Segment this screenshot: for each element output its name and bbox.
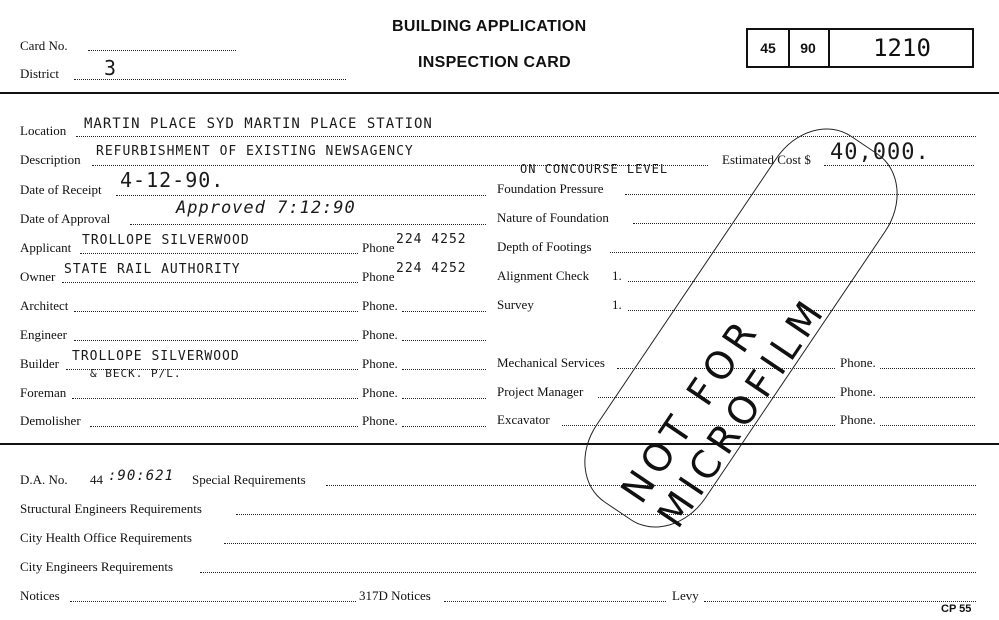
mechanical-phone-label: Phone. [840,355,876,370]
owner-dots [62,282,358,283]
district-label: District [20,66,59,81]
excavator-label: Excavator [497,412,550,427]
applicant-value: TROLLOPE SILVERWOOD [82,233,250,248]
foreman-phone-label: Phone. [362,385,398,400]
demolisher-phone-label: Phone. [362,413,398,428]
applicant-dots [80,253,358,254]
ref-cell-3: 1210 [873,34,931,62]
demolisher-dots [90,426,358,427]
foreman-label: Foreman [20,385,67,400]
date-of-approval-dots [130,224,486,225]
survey-num: 1. [612,297,622,312]
date-of-approval-label: Date of Approval [20,211,111,226]
alignment-check-num: 1. [612,268,622,283]
title-line-2: INSPECTION CARD [418,54,571,71]
health-label: City Health Office Requirements [20,530,192,545]
project-manager-phone-label: Phone. [840,384,876,399]
engineer-label: Engineer [20,327,67,342]
notices-317d-dots [444,601,666,602]
special-requirements-label: Special Requirements [192,472,306,487]
builder-phone-dots [402,369,486,370]
location-label: Location [20,123,67,138]
mechanical-phone-dots [880,368,975,369]
notices-label: Notices [20,588,60,603]
da-no-label: D.A. No. [20,472,68,487]
project-manager-phone-dots [880,397,975,398]
date-of-receipt-dots [116,195,486,196]
owner-phone-value: 224 4252 [396,261,467,276]
top-rule [0,92,999,94]
da-no-value: :90:621 [108,468,175,484]
foundation-pressure-label: Foundation Pressure [497,181,604,196]
date-of-receipt-label: Date of Receipt [20,182,102,197]
architect-label: Architect [20,298,69,313]
applicant-phone-value: 224 4252 [396,232,467,247]
date-of-receipt-value: 4-12-90. [120,168,225,192]
excavator-phone-label: Phone. [840,412,876,427]
da-no-prefix: 44 [90,472,103,487]
alignment-check-label: Alignment Check [497,268,590,283]
architect-dots [74,311,358,312]
ref-cell-1: 45 [748,30,790,66]
engineer-phone-dots [402,340,486,341]
notices-317d-label: 317D Notices [359,588,431,603]
project-manager-label: Project Manager [497,384,584,399]
demolisher-phone-dots [402,426,486,427]
card-no-label: Card No. [20,38,68,53]
applicant-label: Applicant [20,240,72,255]
architect-phone-label: Phone. [362,298,398,313]
engineer-dots [74,340,358,341]
levy-dots [704,601,976,602]
architect-phone-dots [402,311,486,312]
foreman-phone-dots [402,398,486,399]
district-value: 3 [104,56,118,80]
owner-phone-label: Phone [362,269,395,284]
city-engineers-dots [200,572,976,573]
mechanical-services-label: Mechanical Services [497,355,605,370]
engineer-phone-label: Phone. [362,327,398,342]
estimated-cost-value: 40,000. [830,140,930,165]
estimated-cost-label: Estimated Cost $ [722,152,811,167]
title-line-1: BUILDING APPLICATION [392,18,587,35]
structural-dots [236,514,976,515]
levy-label: Levy [672,588,699,603]
health-dots [224,543,976,544]
location-value: MARTIN PLACE SYD MARTIN PLACE STATION [84,116,433,132]
survey-label: Survey [497,297,534,312]
builder-value: TROLLOPE SILVERWOOD [72,349,240,364]
builder-value-2: & BECK. P/L. [90,367,182,380]
foreman-dots [72,398,358,399]
demolisher-label: Demolisher [20,413,81,428]
description-value-2: ON CONCOURSE LEVEL [520,162,669,176]
middle-rule [0,443,999,445]
owner-value: STATE RAIL AUTHORITY [64,262,241,277]
reference-box [746,28,974,68]
excavator-phone-dots [880,425,975,426]
card-no-dots [88,50,236,51]
footer-code: CP 55 [941,603,972,615]
city-engineers-label: City Engineers Requirements [20,559,174,574]
builder-phone-label: Phone. [362,356,398,371]
ref-cell-2: 90 [788,30,830,66]
description-value: REFURBISHMENT OF EXISTING NEWSAGENCY [96,144,414,159]
not-for-microfilm-stamp: NOT FOR MICROFILM [612,288,836,536]
applicant-phone-label: Phone [362,240,395,255]
depth-of-footings-label: Depth of Footings [497,239,592,254]
date-of-approval-value: Approved 7:12:90 [176,198,356,218]
owner-label: Owner [20,269,56,284]
nature-of-foundation-label: Nature of Foundation [497,210,609,225]
notices-dots [70,601,356,602]
structural-label: Structural Engineers Requirements [20,501,202,516]
description-label: Description [20,152,81,167]
builder-label: Builder [20,356,59,371]
